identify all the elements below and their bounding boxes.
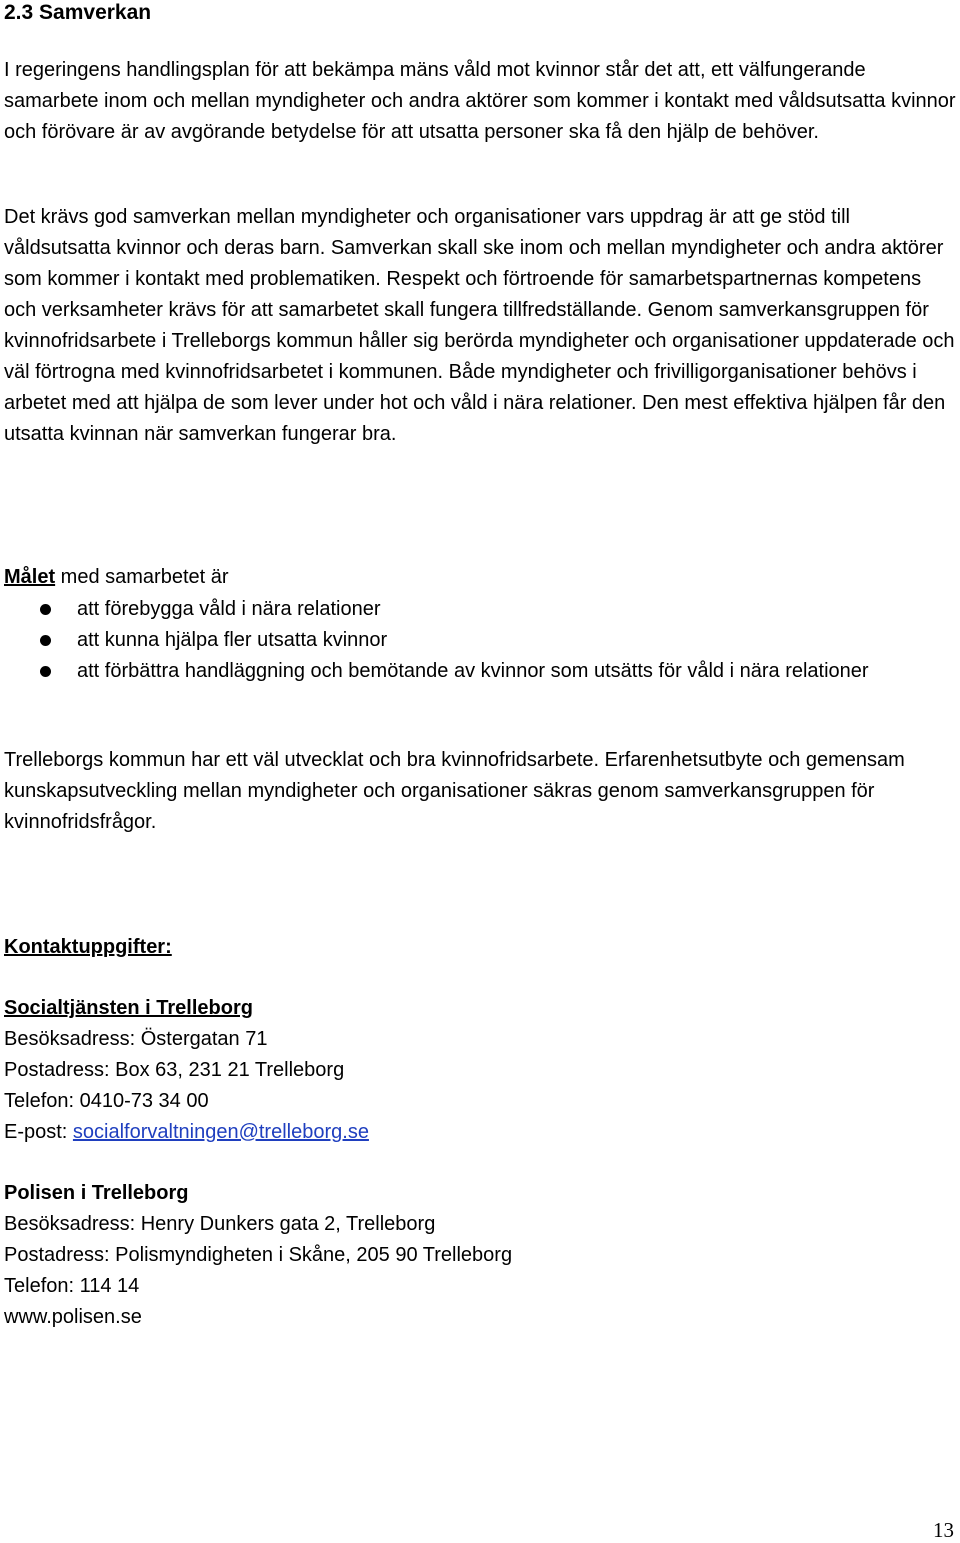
contacts-heading (4, 932, 956, 963)
goal-list-item (0, 656, 950, 687)
paragraph-trelleborg: Trelleborgs kommun har ett väl utvecklat och bra kvinnofridsarbete. Erfarenhetsutbyte och gemensam kunskapsutveckling mellan myndigheter och organisationer säkras genom samverkansgruppen för kvinnofridsfrågor. (4, 749, 905, 833)
page-number: 13 (933, 1518, 954, 1542)
bullet-icon (40, 666, 51, 677)
bullet-icon (40, 604, 51, 615)
bullet-icon (40, 635, 51, 646)
email-link[interactable]: socialforvaltningen@trelleborg.se (72, 1121, 369, 1143)
goal-rest: med samarbetet är (55, 566, 229, 588)
goal-list-item (0, 625, 950, 656)
phone-number: Telefon: 0410-73 34 00 (4, 1090, 209, 1112)
email-line (4, 1117, 956, 1148)
contacts-heading-text: Kontaktuppgifter: (4, 936, 172, 958)
goal-list (0, 594, 950, 687)
contact-social-services (4, 993, 956, 1148)
visit-address: Besöksadress: Henry Dunkers gata 2, Trelleborg (4, 1213, 436, 1235)
goal-item-text: att kunna hjälpa fler utsatta kvinnor (77, 629, 388, 651)
email-label: E-post: (4, 1121, 73, 1143)
visit-address: Besöksadress: Östergatan 71 (4, 1028, 268, 1050)
postal-address: Postadress: Box 63, 231 21 Trelleborg (4, 1059, 345, 1081)
contact-org-name: Polisen i Trelleborg (4, 1182, 189, 1204)
goal-intro (4, 562, 956, 593)
paragraph-intro: I regeringens handlingsplan för att bekämpa mäns våld mot kvinnor står det att, ett välfungerande samarbete inom och mellan myndigheter och andra aktörer som kommer i kontakt med våldsutsatta kvinnor och förövare är av avgörande betydelse för att utsatta personer ska få den hjälp de behöver. (4, 59, 956, 143)
goal-label: Målet (4, 566, 56, 588)
contact-police (4, 1178, 956, 1333)
phone-number: Telefon: 114 14 (4, 1275, 140, 1297)
postal-address: Postadress: Polismyndigheten i Skåne, 205 90 Trelleborg (4, 1244, 513, 1266)
paragraph-collaboration: Det krävs god samverkan mellan myndigheter och organisationer vars uppdrag är att ge stöd till våldsutsatta kvinnor och deras barn. Samverkan skall ske inom och mellan myndigheter och andra aktörer som kommer i kontakt med problematiken. Respekt och förtroende för samarbetspartnernas kompetens och verksamheter krävs för att samarbetet skall fungera tillfredställande. Genom samverkansgruppen för kvinnofridsarbete i Trelleborgs kommun håller sig berörda myndigheter och organisationer uppdaterade och väl förtrogna med kvinnofridsarbetet i kommunen. Både myndigheter och frivilligorganisationer behövs i arbetet med att hjälpa de som lever under hot och våld i nära relationer. Den mest effektiva hjälpen får den utsatta kvinnan när samverkan fungerar bra. (4, 206, 955, 445)
website-text: www.polisen.se (4, 1306, 142, 1328)
section-heading: 2.3 Samverkan (4, 1, 152, 24)
goal-list-item (0, 594, 950, 625)
goal-item-text: att förebygga våld i nära relationer (77, 598, 381, 620)
goal-item-text: att förbättra handläggning och bemötande av kvinnor som utsätts för våld i nära relationer (77, 660, 869, 682)
contact-org-name: Socialtjänsten i Trelleborg (4, 997, 253, 1019)
